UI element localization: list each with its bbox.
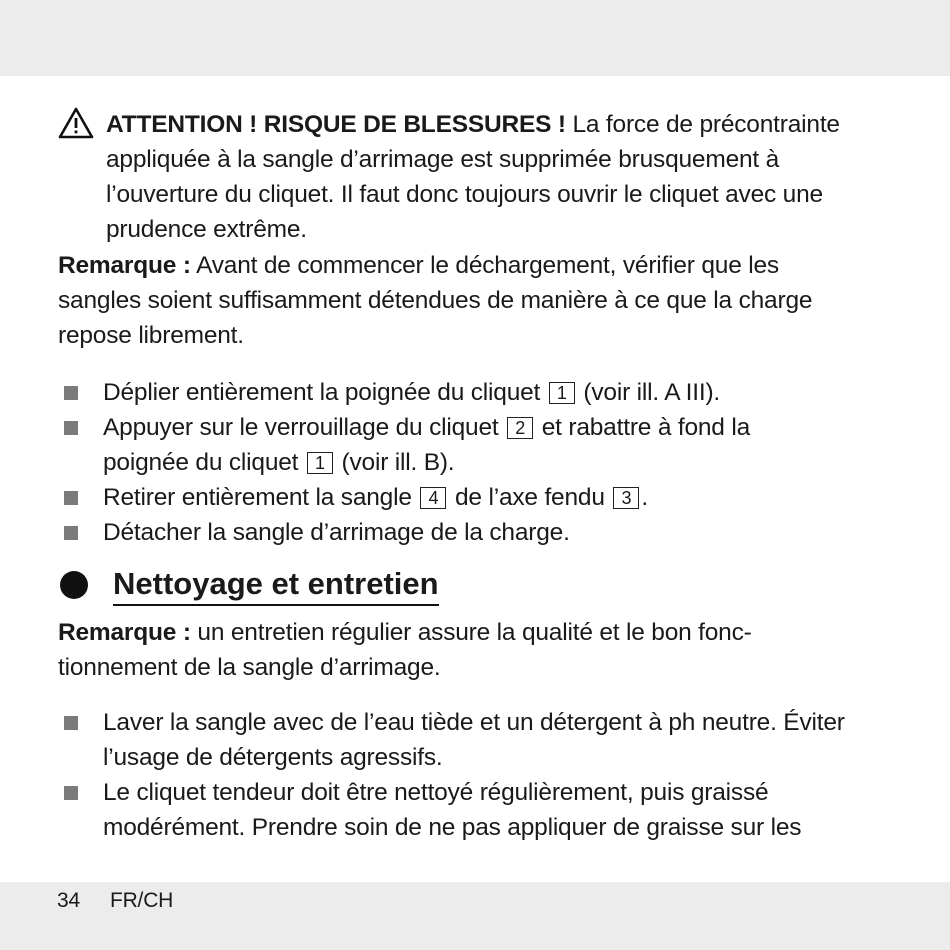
step-text: (voir ill. B). [341, 449, 455, 476]
list-item [58, 515, 938, 550]
list-item [58, 410, 938, 480]
note-label: Remarque : [58, 252, 191, 279]
filled-circle-bullet-icon [60, 571, 88, 599]
square-bullet-icon [64, 786, 78, 800]
part-reference-box: 3 [613, 487, 639, 509]
list-item [58, 375, 938, 410]
step-text: de l’axe fendu [455, 484, 605, 511]
part-reference-box: 4 [420, 487, 446, 509]
care-text: Laver la sangle avec de l’eau tiède et un détergent à ph neutre. Éviter [103, 709, 845, 736]
care-steps-list [58, 705, 938, 845]
note-unloading-text-1: Avant de commencer le déchargement, vérifier que les [196, 252, 779, 279]
step-text: et rabattre à fond la [541, 414, 751, 441]
warning-block [58, 107, 908, 247]
care-text: modérément. Prendre soin de ne pas appliquer de graisse sur les [103, 814, 802, 841]
care-text: Le cliquet tendeur doit être nettoyé régulièrement, puis graissé [103, 779, 769, 806]
step-text: Retirer entièrement la sangle [103, 484, 412, 511]
warning-text-1: La force de précontrainte [572, 111, 840, 138]
warning-line-3: l’ouverture du cliquet. Il faut donc toujours ouvrir le cliquet avec une [106, 181, 823, 208]
note-maintenance-line-1 [58, 615, 918, 650]
part-reference-box: 1 [307, 452, 333, 474]
care-text: l’usage de détergents agressifs. [103, 744, 443, 771]
warning-triangle-icon [58, 107, 94, 139]
note-maintenance-text-1: un entretien régulier assure la qualité et le bon fonc- [197, 619, 752, 646]
unloading-steps-list [58, 375, 938, 550]
note-unloading-line-1 [58, 248, 918, 283]
step-text: Appuyer sur le verrouillage du cliquet [103, 414, 499, 441]
part-reference-box: 1 [549, 382, 575, 404]
square-bullet-icon [64, 386, 78, 400]
list-item [58, 705, 938, 775]
step-text: Déplier entièrement la poignée du cliquet [103, 379, 541, 406]
step-text: Détacher la sangle d’arrimage de la charge. [103, 519, 570, 546]
note-unloading [58, 248, 918, 353]
list-item [58, 480, 938, 515]
page-number: 34 [57, 889, 80, 912]
top-band [0, 0, 950, 76]
note-maintenance-line-2: tionnement de la sangle d’arrimage. [58, 654, 441, 681]
note-unloading-line-3: repose librement. [58, 322, 244, 349]
note-unloading-line-2: sangles soient suffisamment détendues de manière à ce que la charge [58, 287, 813, 314]
step-text: (voir ill. A III). [583, 379, 721, 406]
step-text: . [641, 484, 648, 511]
warning-line-4: prudence extrême. [106, 216, 307, 243]
note-maintenance [58, 615, 918, 685]
list-item [58, 775, 938, 845]
section-heading [58, 564, 758, 608]
warning-line-1 [58, 107, 908, 142]
square-bullet-icon [64, 421, 78, 435]
step-text: poignée du cliquet [103, 449, 299, 476]
square-bullet-icon [64, 491, 78, 505]
page-footer [57, 887, 173, 915]
part-reference-box: 2 [507, 417, 533, 439]
square-bullet-icon [64, 526, 78, 540]
language-code: FR/CH [109, 889, 174, 912]
warning-label: ATTENTION ! RISQUE DE BLESSURES ! [106, 111, 566, 138]
note-label: Remarque : [58, 619, 191, 646]
warning-line-2: appliquée à la sangle d’arrimage est supprimée brusquement à [106, 146, 780, 173]
square-bullet-icon [64, 716, 78, 730]
section-title: Nettoyage et entretien [113, 564, 439, 606]
